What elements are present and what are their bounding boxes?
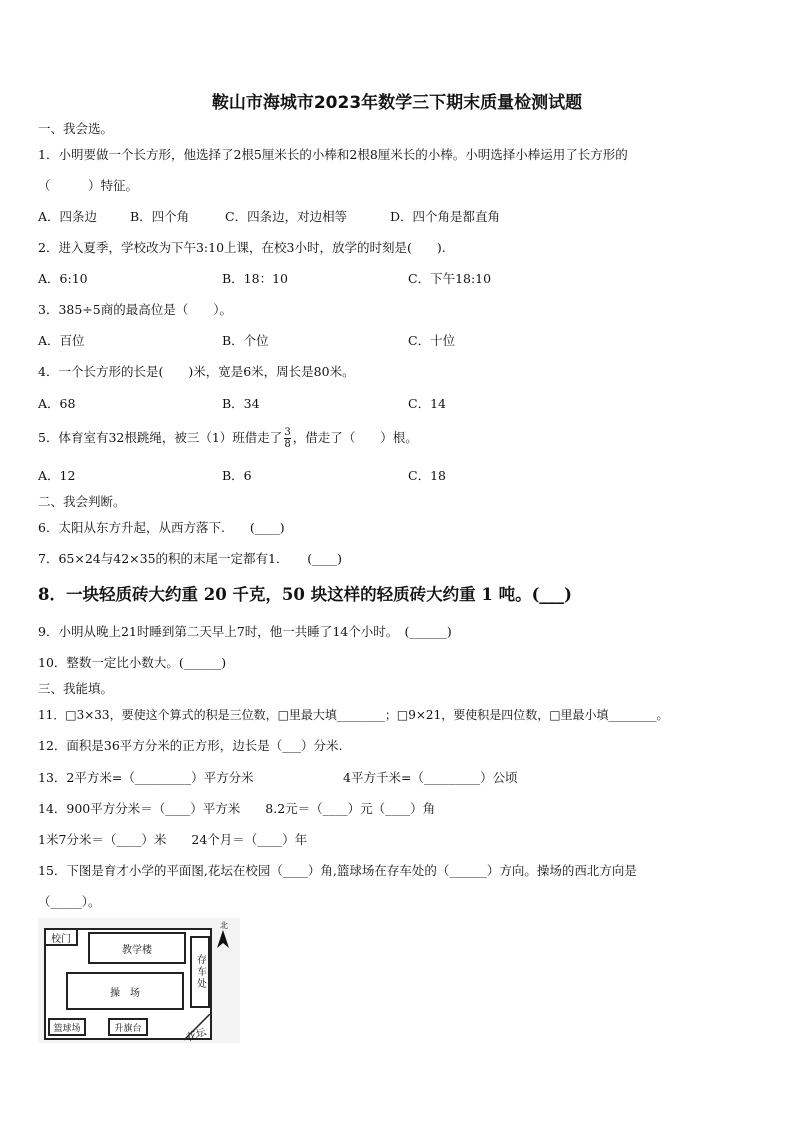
option-a: A．68 — [38, 396, 76, 411]
teaching-building: 教学楼 — [88, 932, 186, 964]
option-d: D．四个角是都直角 — [390, 209, 501, 224]
question-10: 10．整数一定比小数大。(______) — [38, 655, 227, 670]
section-heading-choice: 一、我会选。 — [38, 121, 114, 136]
option-b: B．34 — [222, 396, 260, 411]
question-15-stem: 15．下图是育才小学的平面图,花坛在校园（____）角,篮球场在存车处的（______）方向。操场的西北方向是 — [38, 863, 637, 878]
option-c: C．十位 — [408, 333, 456, 348]
school-gate: 校门 — [44, 928, 78, 946]
option-a: A．百位 — [38, 333, 85, 348]
question-1-stem-cont: （ ）特征。 — [38, 178, 139, 193]
question-2-options — [38, 271, 491, 287]
fraction-denominator: 8 — [284, 439, 291, 450]
question-1-options — [38, 209, 500, 225]
playground: 操 场 — [66, 972, 184, 1010]
question-12: 12．面积是36平方分米的正方形，边长是（___）分米. — [38, 738, 343, 753]
question-3-options — [38, 333, 455, 349]
question-14-cont: 1米7分米＝（____）米 24个月＝（____）年 — [38, 832, 308, 847]
fraction-numerator: 3 — [284, 427, 291, 438]
option-c: C．四条边，对边相等 — [225, 209, 348, 224]
flag-platform: 升旗台 — [108, 1018, 148, 1036]
option-c: C．18 — [408, 468, 446, 483]
option-c: C．14 — [408, 396, 446, 411]
flower-bed-divider — [184, 1014, 210, 1040]
option-b: B．18：10 — [222, 271, 288, 286]
question-14: 14．900平方分米＝（____）平方米 8.2元＝（____）元（____）角 — [38, 801, 436, 816]
question-5-stem — [38, 425, 418, 451]
flower-bed: 花坛 — [185, 1026, 208, 1044]
question-2-stem: 2．进入夏季，学校改为下午3:10上课，在校3小时，放学的时刻是( ). — [38, 240, 446, 255]
question-5-text: 5．体育室有32根跳绳，被三（1）班借走了 — [38, 430, 283, 445]
question-13 — [38, 770, 518, 786]
school-floor-plan — [38, 918, 240, 1043]
flower-bed-corner — [184, 1014, 212, 1042]
option-c: C．下午18:10 — [408, 271, 492, 286]
fraction — [284, 427, 290, 450]
question-11: 11．□3×33，要使这个算式的积是三位数，□里最大填________；□9×21，要使积是四位数，□里最小填________。 — [38, 708, 669, 722]
bike-parking: 存车处 — [190, 936, 210, 1008]
question-7: 7．65×24与42×35的积的末尾一定都有1． (____) — [38, 551, 342, 566]
question-13-part-1: 13．2平方米=（_________）平方分米 — [38, 770, 254, 785]
question-4-stem: 4．一个长方形的长是( )米，宽是6米，周长是80米。 — [38, 364, 355, 379]
question-6: 6．太阳从东方升起，从西方落下. (____) — [38, 520, 285, 535]
option-a: A．四条边 — [38, 209, 98, 224]
question-5-options — [38, 468, 446, 484]
question-1-stem: 1．小明要做一个长方形，他选择了2根5厘米长的小棒和2根8厘米长的小棒。小明选择小棒运用了长方形的 — [38, 147, 628, 162]
question-9: 9．小明从晚上21时睡到第二天早上7时，他一共睡了14个小时。 (______) — [38, 624, 452, 639]
question-5-text-cont: ，借走了（ ）根。 — [292, 430, 418, 445]
basketball-court: 篮球场 — [48, 1018, 86, 1036]
option-b: B．6 — [222, 468, 252, 483]
option-a: A．12 — [38, 468, 76, 483]
question-13-part-2: 4平方千米=（_________）公顷 — [343, 770, 518, 785]
question-4-options — [38, 396, 446, 412]
page-title: 鞍山市海城市2023年数学三下期末质量检测试题 — [211, 93, 583, 113]
option-b: B．四个角 — [130, 209, 190, 224]
north-arrow-icon — [216, 930, 230, 950]
question-3-stem: 3．385÷5商的最高位是（ ）。 — [38, 302, 232, 317]
section-heading-fill: 三、我能填。 — [38, 681, 114, 696]
question-15-stem-cont: （_____）。 — [38, 894, 101, 909]
option-b: B．个位 — [222, 333, 269, 348]
option-a: A．6:10 — [38, 271, 88, 286]
section-heading-judge: 二、我会判断。 — [38, 494, 126, 509]
north-arrow-shape — [217, 930, 229, 948]
question-8: 8．一块轻质砖大约重 20 千克，50 块这样的轻质砖大约重 1 吨。(___) — [38, 585, 572, 604]
north-label: 北 — [220, 921, 228, 930]
